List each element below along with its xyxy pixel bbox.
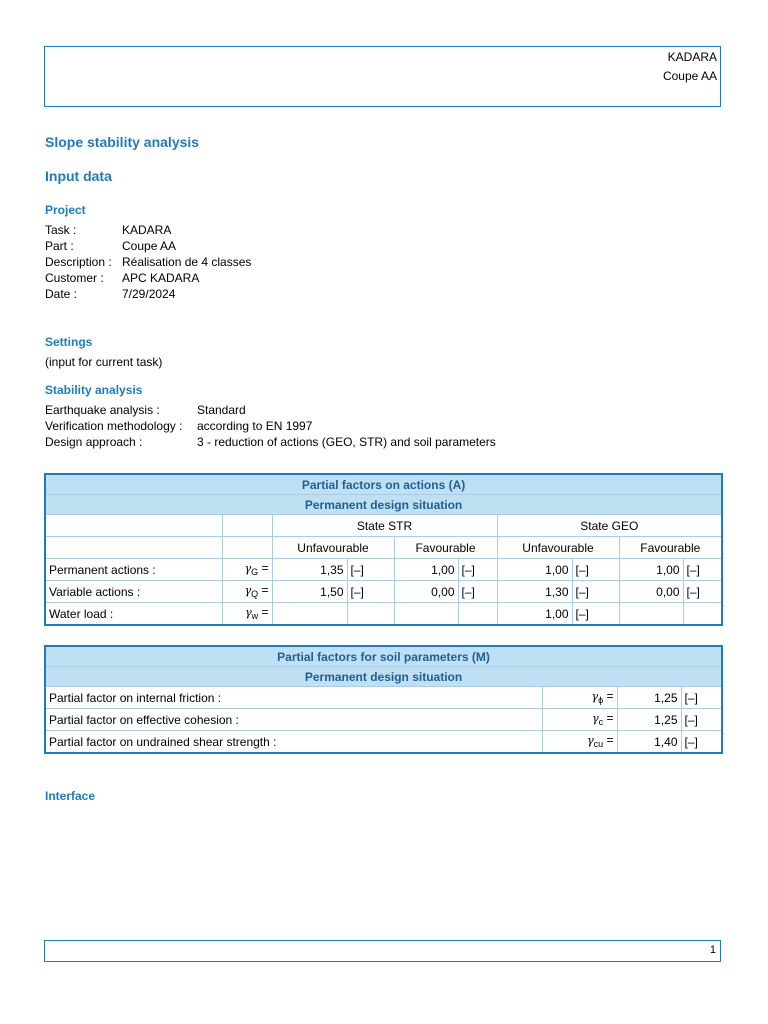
empty-cell bbox=[458, 603, 497, 626]
table-row bbox=[45, 687, 722, 709]
earthquake-label: Earthquake analysis : bbox=[45, 403, 160, 417]
table-subtitle: Permanent design situation bbox=[45, 667, 722, 687]
unit: [–] bbox=[458, 559, 497, 581]
row-label: Partial factor on effective cohesion : bbox=[45, 709, 542, 731]
empty-cell bbox=[222, 515, 272, 537]
table-subtitle: Permanent design situation bbox=[45, 495, 722, 515]
factor-value: 1,25 bbox=[617, 709, 681, 731]
unit: [–] bbox=[572, 603, 619, 626]
str-favourable-value: 1,00 bbox=[394, 559, 458, 581]
geo-unfavourable-value: 1,30 bbox=[497, 581, 572, 603]
str-favourable-value: 0,00 bbox=[394, 581, 458, 603]
gamma-symbol: $\gamma_{cu}$ = bbox=[542, 731, 617, 754]
geo-unfavourable-value: 1,00 bbox=[497, 559, 572, 581]
row-label: Partial factor on internal friction : bbox=[45, 687, 542, 709]
unit: [–] bbox=[683, 581, 722, 603]
table-row bbox=[45, 603, 722, 626]
approach-value: 3 - reduction of actions (GEO, STR) and soil parameters bbox=[197, 435, 496, 449]
section-title-input: Input data bbox=[45, 168, 112, 184]
row-label: Permanent actions : bbox=[45, 559, 222, 581]
settings-note: (input for current task) bbox=[45, 355, 163, 369]
str-unfavourable-value: 1,35 bbox=[272, 559, 347, 581]
str-unfavourable-header: Unfavourable bbox=[272, 537, 394, 559]
customer-label: Customer : bbox=[45, 271, 104, 285]
description-label: Description : bbox=[45, 255, 112, 269]
unit: [–] bbox=[681, 687, 722, 709]
row-label: Variable actions : bbox=[45, 581, 222, 603]
str-unfavourable-value: 1,50 bbox=[272, 581, 347, 603]
empty-cell bbox=[272, 603, 347, 626]
row-label: Partial factor on undrained shear strength : bbox=[45, 731, 542, 754]
gamma-symbol: $\gamma_Q$ = bbox=[222, 581, 272, 603]
unit: [–] bbox=[681, 731, 722, 754]
empty-cell bbox=[683, 603, 722, 626]
empty-cell bbox=[394, 603, 458, 626]
page-footer bbox=[44, 940, 721, 962]
empty-cell bbox=[222, 537, 272, 559]
section-title-settings: Settings bbox=[45, 335, 93, 349]
state-geo-header: State GEO bbox=[497, 515, 722, 537]
str-favourable-header: Favourable bbox=[394, 537, 497, 559]
unit: [–] bbox=[572, 559, 619, 581]
unit: [–] bbox=[681, 709, 722, 731]
unit: [–] bbox=[347, 559, 394, 581]
section-title-interface: Interface bbox=[45, 789, 96, 803]
factor-value: 1,40 bbox=[617, 731, 681, 754]
verification-label: Verification methodology : bbox=[45, 419, 183, 433]
date-label: Date : bbox=[45, 287, 78, 301]
unit: [–] bbox=[458, 581, 497, 603]
header-task: KADARA bbox=[667, 50, 717, 64]
approach-label: Design approach : bbox=[45, 435, 143, 449]
verification-value: according to EN 1997 bbox=[197, 419, 313, 433]
table-row bbox=[45, 559, 722, 581]
table-row bbox=[45, 709, 722, 731]
actions-factors-table bbox=[44, 473, 723, 626]
empty-cell bbox=[45, 537, 222, 559]
empty-cell bbox=[619, 603, 683, 626]
header-part: Coupe AA bbox=[662, 69, 717, 83]
geo-favourable-value: 0,00 bbox=[619, 581, 683, 603]
gamma-symbol: $\gamma_c$ = bbox=[542, 709, 617, 731]
empty-cell bbox=[45, 515, 222, 537]
table-row bbox=[45, 581, 722, 603]
earthquake-value: Standard bbox=[197, 403, 246, 417]
table-title: Partial factors on actions (A) bbox=[45, 474, 722, 495]
unit: [–] bbox=[572, 581, 619, 603]
customer-value: APC KADARA bbox=[122, 271, 200, 285]
row-label: Water load : bbox=[45, 603, 222, 626]
part-value: Coupe AA bbox=[122, 239, 177, 253]
state-str-header: State STR bbox=[272, 515, 497, 537]
project-info bbox=[45, 222, 251, 302]
geo-favourable-header: Favourable bbox=[619, 537, 722, 559]
section-title-stability: Stability analysis bbox=[45, 383, 143, 397]
gamma-symbol: $\gamma_w$ = bbox=[222, 603, 272, 626]
description-value: Réalisation de 4 classes bbox=[122, 255, 252, 269]
page-header bbox=[44, 46, 721, 107]
table-row bbox=[45, 731, 722, 754]
unit: [–] bbox=[347, 581, 394, 603]
stability-info bbox=[45, 402, 496, 450]
gamma-symbol: $\gamma_\phi$ = bbox=[542, 687, 617, 709]
task-label: Task : bbox=[45, 223, 77, 237]
section-title-project: Project bbox=[45, 203, 86, 217]
gamma-symbol: $\gamma_G$ = bbox=[222, 559, 272, 581]
unit: [–] bbox=[683, 559, 722, 581]
factor-value: 1,25 bbox=[617, 687, 681, 709]
geo-unfavourable-value: 1,00 bbox=[497, 603, 572, 626]
date-value: 7/29/2024 bbox=[122, 287, 176, 301]
page-number: 1 bbox=[709, 944, 716, 956]
table-title: Partial factors for soil parameters (M) bbox=[45, 646, 722, 667]
geo-favourable-value: 1,00 bbox=[619, 559, 683, 581]
empty-cell bbox=[347, 603, 394, 626]
soil-factors-table bbox=[44, 645, 723, 754]
page-title: Slope stability analysis bbox=[45, 134, 200, 150]
task-value: KADARA bbox=[122, 223, 172, 237]
geo-unfavourable-header: Unfavourable bbox=[497, 537, 619, 559]
part-label: Part : bbox=[45, 239, 74, 253]
